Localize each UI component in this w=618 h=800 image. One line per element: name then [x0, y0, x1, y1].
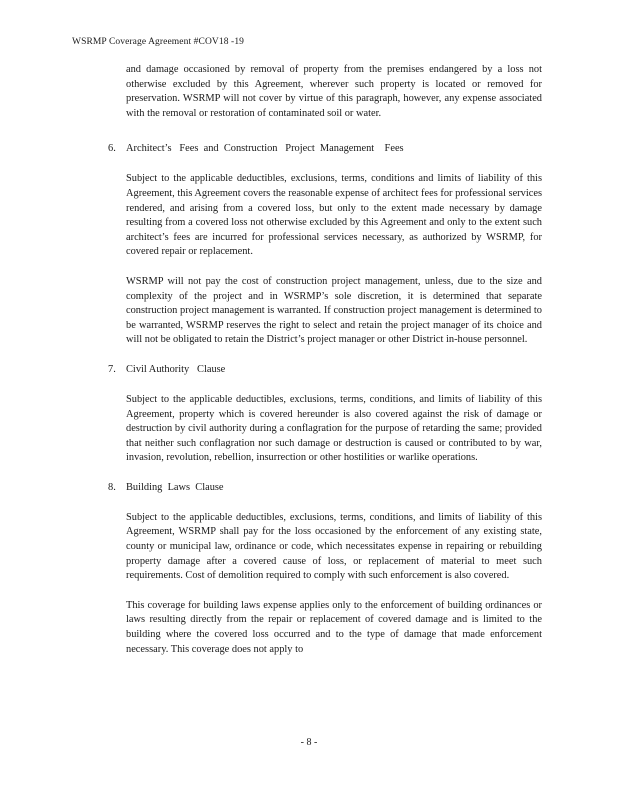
running-header: WSRMP Coverage Agreement #COV18 -19: [72, 37, 245, 47]
section-8-heading: [108, 481, 542, 495]
section-8-paragraph-1: Subject to the applicable deductibles, exclusions, terms, conditions, and limits of liability of this Agreement, WSRMP shall pay for the loss occasioned by the enforcement of any existing state, county or municipal law, ordinance or code, which necessitates expense in repairing or rebuilding property damage after a covered cause of loss, or replacement of material to meet such requirements. Cost of demolition required to comply with such enforcement is also covered.: [126, 511, 542, 582]
intro-paragraph: and damage occasioned by removal of property from the premises endangered by a loss not otherwise excluded by this Agreement, wherever such property is located or removed for preservation. WSRMP will not cover by virtue of this paragraph, however, any expense associated with the removal or restoration of contaminated soil or water.: [126, 64, 542, 119]
page-number: - 8 -: [300, 737, 318, 748]
section-8-title: Building Laws Clause: [126, 481, 224, 493]
section-6-paragraph-1: Subject to the applicable deductibles, exclusions, terms, conditions and limits of liability of this Agreement, this Agreement covers the reasonable expense of architect fees for professional services rendered, and arising from a covered loss, but only to the extent made necessary by damage resulting from a covered loss not otherwise excluded by this Agreement and only to the extent such architect’s fees are incurred for professional services necessary, as authorized by WSRMP, for covered repair or replacement.: [126, 173, 542, 258]
page-body: [108, 63, 542, 672]
section-7-paragraph-1: Subject to the applicable deductibles, exclusions, terms, conditions, and limits of liability of this Agreement, property which is covered hereunder is also covered against the risk of damage or destruction by civil authority during a conflagration for the purpose of retarding the same; provided that neither such conflagration nor such damage or destruction is caused or contributed to by war, invasion, revolution, rebellion, insurrection or other hostilities or warlike operations.: [126, 393, 542, 464]
section-7-number: 7.: [108, 363, 116, 375]
section-8-number: 8.: [108, 481, 116, 493]
section-6-paragraph-2: WSRMP will not pay the cost of construction project management, unless, due to the size and complexity of the project and in WSRMP’s sole discretion, it is determined that separate construction project management is warranted. If construction project management is determined to be warranted, WSRMP reserves the right to select and retain the project manager of its choice and will not be obligated to retain the District’s project manager or other District in-house personnel.: [126, 275, 542, 346]
section-7-heading: [108, 363, 542, 377]
section-8-paragraph-2: This coverage for building laws expense applies only to the enforcement of building ordinances or laws resulting directly from the repair or replacement of covered damage and is limited to the building where the covered loss occurred and to the type of damage that made enforcement necessary. This coverage does not apply to: [126, 599, 542, 655]
section-7-title: Civil Authority Clause: [126, 363, 226, 375]
section-6-number: 6.: [108, 143, 116, 155]
section-6-title: Architect’s Fees and Construction Project Management Fees: [126, 143, 404, 155]
section-6-heading: [108, 142, 542, 156]
